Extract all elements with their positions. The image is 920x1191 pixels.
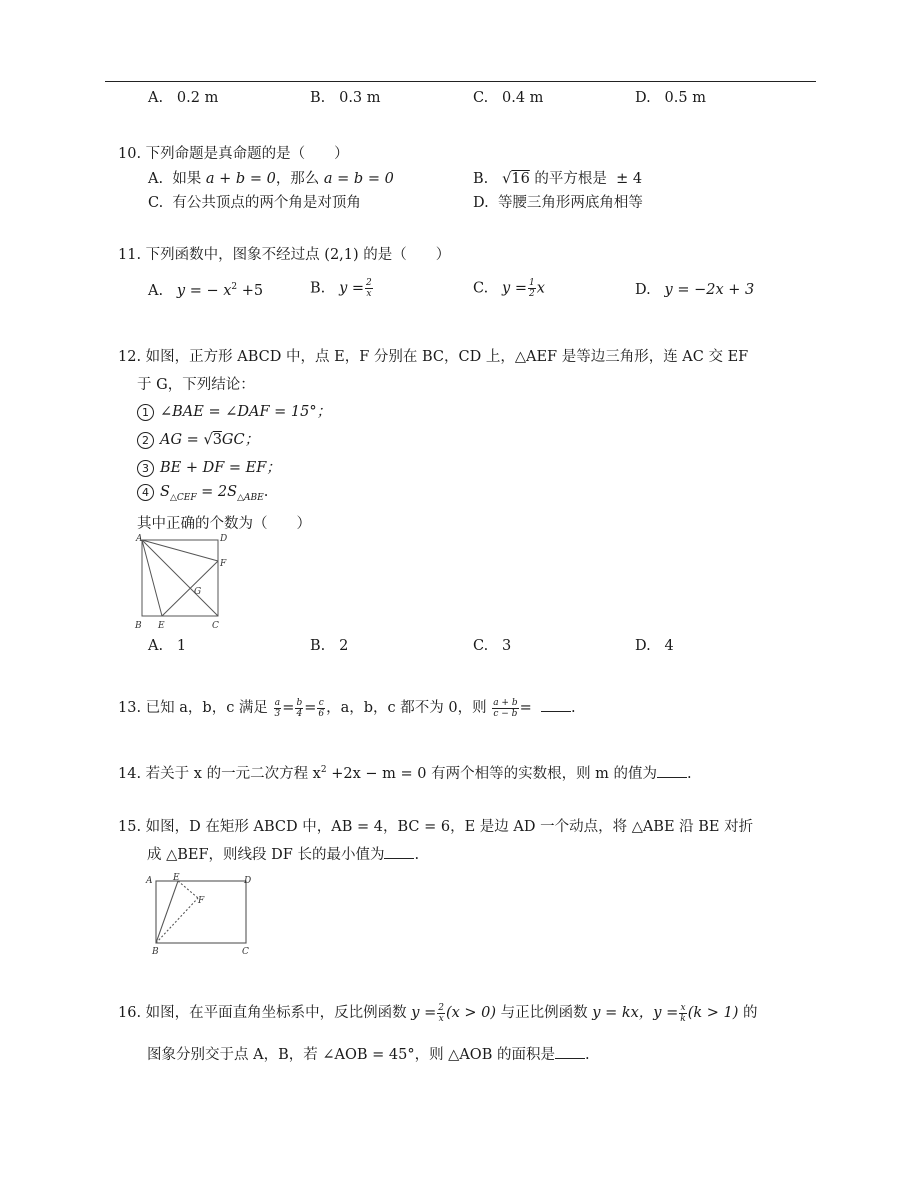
q12-option-d[interactable]: D. 4: [635, 638, 674, 654]
q12-stem-line2: 于 G，下列结论：: [137, 377, 255, 393]
q10-option-a[interactable]: A. 如果 a + b = 0，那么 a = b = 0: [148, 171, 394, 187]
label-f: F: [220, 559, 227, 569]
q11-stem: 11. 下列函数中，图象不经过点 (2,1) 的是（ ）: [118, 247, 451, 263]
label-c: C: [242, 947, 249, 957]
q10-stem: 10. 下列命题是真命题的是（ ）: [118, 146, 349, 162]
q16-stem-line2: 图象分别交于点 A，B，若 ∠AOB = 45°，则 △AOB 的面积是 .: [147, 1047, 590, 1063]
label-f: F: [198, 896, 205, 906]
q9-option-d[interactable]: D. 0.5 m: [635, 90, 706, 106]
label-e: E: [158, 621, 165, 631]
q15-stem-line2: 成 △BEF，则线段 DF 长的最小值为 .: [147, 847, 420, 863]
q12-conclusion-1: 1 ∠BAE = ∠DAF = 15°；: [137, 400, 331, 421]
question-13: 13. 已知 a，b，c 满足 $\frac{a}{3}$ = $\frac{b}{4}$ = $\frac{c}{6}$ ，a，b，c 都不为 0，则 $\frac{a + b}{c - b}$ = .: [118, 697, 576, 719]
q14-answer-blank[interactable]: [657, 765, 687, 778]
q11-option-d[interactable]: D. y = −2x + 3: [635, 282, 755, 298]
question-14: 14. 若关于 x 的一元二次方程 $x^2 +2x - m = 0$ 有两个相等的实数根，则 m 的值为 .: [118, 765, 692, 782]
q12-option-a[interactable]: A. 1: [148, 638, 187, 654]
q12-option-b[interactable]: B. 2: [310, 638, 349, 654]
q12-ask: 其中正确的个数为（ ）: [137, 516, 311, 532]
q15-answer-blank[interactable]: [384, 846, 414, 859]
label-b: B: [135, 621, 142, 631]
diagonal-ac: [142, 540, 218, 616]
q12-conclusion-3: 3 BE + DF = EF；: [137, 456, 281, 477]
q16-answer-blank[interactable]: [555, 1046, 585, 1059]
q12-figure: [130, 532, 235, 634]
q10-option-b[interactable]: B. √16 的平方根是 ± 4: [473, 171, 643, 187]
label-a: A: [136, 534, 143, 544]
segment-be: [156, 881, 178, 943]
label-d: D: [244, 876, 252, 886]
q10-option-c[interactable]: C. 有公共顶点的两个角是对顶角: [148, 195, 361, 211]
q15-stem-line1: 15. 如图，D 在矩形 ABCD 中，AB = 4，BC = 6，E 是边 AD 一个动点，将 △ABE 沿 BE 对折: [118, 819, 754, 835]
q10-option-d[interactable]: D. 等腰三角形两底角相等: [473, 195, 643, 211]
segment-bf: [156, 898, 198, 943]
segment-ae: [142, 540, 162, 616]
q9-option-a[interactable]: A. 0.2 m: [148, 90, 219, 106]
segment-af: [142, 540, 218, 561]
label-c: C: [212, 621, 219, 631]
q9-option-c[interactable]: C. 0.4 m: [473, 90, 544, 106]
q11-option-c[interactable]: C. y = $\frac{1}{2}$ x: [473, 278, 545, 299]
q12-conclusion-2: 2 AG = √3GC；: [137, 428, 259, 449]
label-b: B: [152, 947, 159, 957]
q12-option-c[interactable]: C. 3: [473, 638, 512, 654]
label-g: G: [194, 587, 202, 597]
segment-ef: [178, 881, 198, 898]
q9-option-b[interactable]: B. 0.3 m: [310, 90, 381, 106]
label-d: D: [220, 534, 228, 544]
label-a: A: [146, 876, 153, 886]
q13-answer-blank[interactable]: [541, 699, 571, 712]
q11-option-a[interactable]: A. y = − $x^2 +5$: [148, 282, 264, 299]
q16-stem-line1: 16. 如图，在平面直角坐标系中，反比例函数 y = $\frac{2}{x}$ (x > 0) 与正比例函数 y = kx，y = $\frac{x}{k}$ (k > 1) 的: [118, 1002, 758, 1024]
label-e: E: [173, 873, 180, 883]
q15-figure: [140, 870, 260, 958]
q11-option-b[interactable]: B. y = $\frac{2}{x}$: [310, 278, 372, 299]
q12-conclusion-4: 4 $S_{\triangle CEF} = 2S_{\triangle ABE}$.: [137, 484, 268, 503]
q12-stem-line1: 12. 如图，正方形 ABCD 中，点 E，F 分别在 BC，CD 上，△AEF 是等边三角形，连 AC 交 EF: [118, 349, 749, 365]
rectangle-abcd: [156, 881, 246, 943]
header-rule: [105, 81, 816, 82]
